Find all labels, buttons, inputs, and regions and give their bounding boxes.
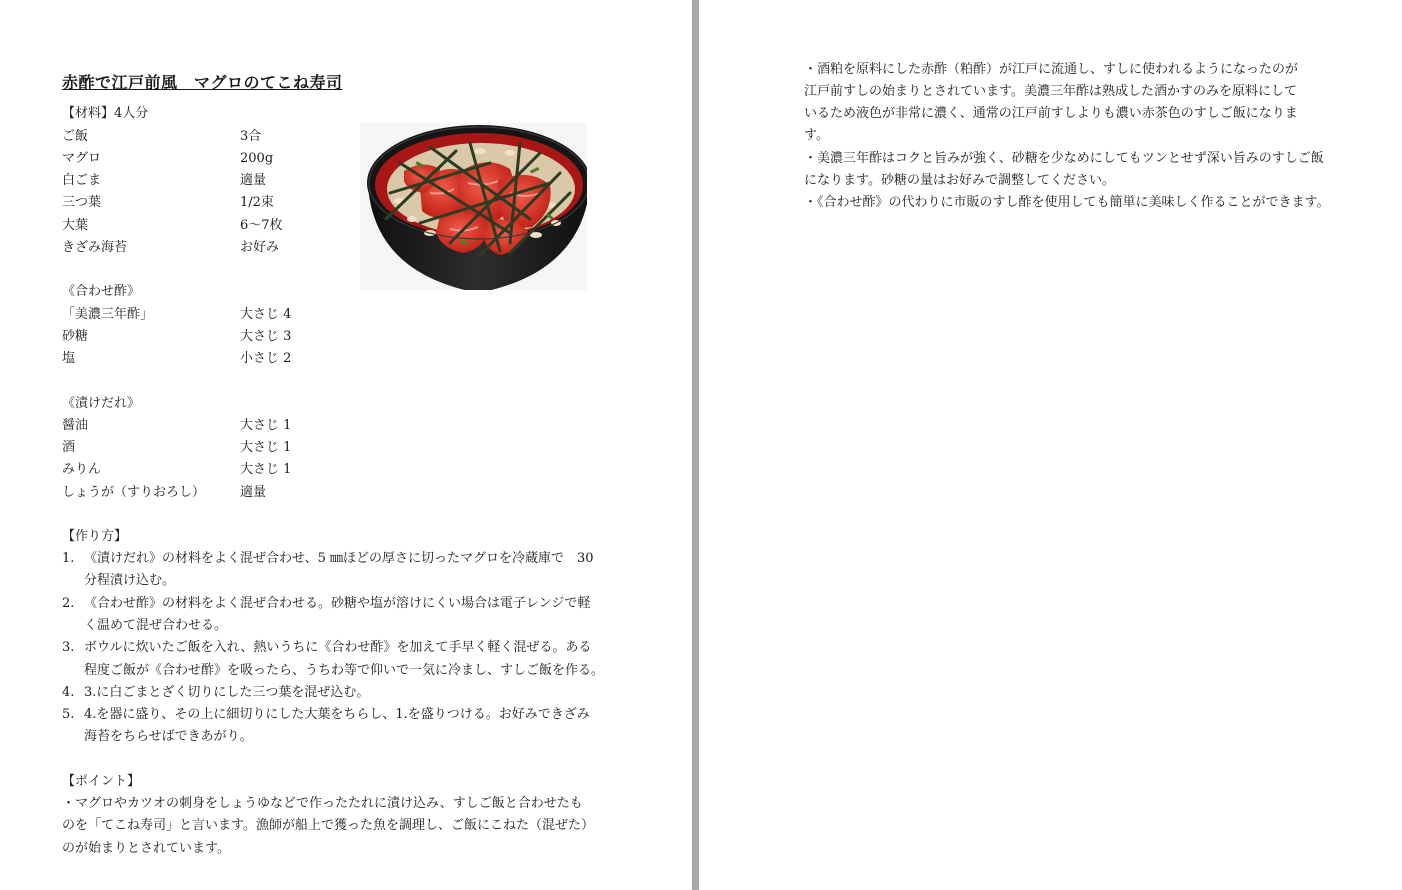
ingredient-amount: 大さじ 1 [240, 440, 292, 455]
point-line: ・マグロやカツオの刺身をしょうゆなどで作ったたれに漬け込み、すしご飯と合わせたも [62, 796, 583, 811]
ingredient-amount: 大さじ 1 [240, 462, 292, 477]
point-line: のを「てこね寿司」と言います。漁師が船上で獲った魚を調理し、ご飯にこねた（混ぜた） [62, 818, 594, 833]
ingredient-amount: お好み [240, 240, 280, 255]
step-text: 《漬けだれ》の材料をよく混ぜ合わせ、5 ㎜ほどの厚さに切ったマグロを冷蔵庫で 30 [84, 551, 594, 566]
point-line: す。 [804, 128, 829, 143]
ingredients-header: 【材料】4人分 [62, 106, 149, 121]
step-text: 4.を器に盛り、その上に細切りにした大葉をちらし、1.を盛りつける。お好みできざみ [84, 707, 590, 722]
ingredient-name: きざみ海苔 [62, 240, 128, 255]
step-number: 5. [62, 707, 75, 722]
ingredient-amount: 小さじ 2 [240, 351, 292, 366]
ingredient-amount: 6～7枚 [240, 218, 283, 233]
method-header: 【作り方】 [62, 529, 128, 544]
step-text: 3.に白ごまとざく切りにした三つ葉を混ぜ込む。 [84, 685, 370, 700]
awase-header: 《合わせ酢》 [62, 284, 141, 299]
document-page-left [0, 0, 692, 890]
ingredient-name: 大葉 [62, 218, 89, 233]
step-number: 2. [62, 596, 75, 611]
recipe-title: 赤酢で江戸前風 マグロのてこね寿司 [62, 73, 343, 92]
ingredient-name: マグロ [62, 151, 102, 166]
ingredient-name: 三つ葉 [62, 195, 102, 210]
ingredient-name: 砂糖 [62, 329, 89, 344]
ingredient-name: 醤油 [62, 418, 89, 433]
point-line: ・《合わせ酢》の代わりに市販のすし酢を使用しても簡単に美味しく作ることができます。 [804, 195, 1330, 210]
point-line: いるため液色が非常に濃く、通常の江戸前すしよりも濃い赤茶色のすしご飯になりま [804, 106, 1298, 121]
ingredient-amount: 大さじ 3 [240, 329, 292, 344]
ingredient-amount: 1/2束 [240, 195, 274, 210]
step-text: く温めて混ぜ合わせる。 [84, 618, 228, 633]
point-line: ・酒粕を原料にした赤酢（粕酢）が江戸に流通し、すしに使われるようになったのが [804, 62, 1299, 77]
point-line: ・美濃三年酢はコクと旨みが強く、砂糖を少なめにしてもツンとせず深い旨みのすしご飯 [804, 151, 1324, 166]
ingredient-name: みりん [62, 462, 102, 477]
step-number: 1. [62, 551, 75, 566]
point-line: 江戸前すしの始まりとされています。美濃三年酢は熟成した酒かすのみを原料にして [804, 84, 1297, 99]
tsuke-header: 《漬けだれ》 [62, 396, 141, 411]
ingredient-amount: 大さじ 1 [240, 418, 292, 433]
point-line: のが始まりとされています。 [62, 841, 230, 856]
ingredient-amount: 適量 [240, 173, 267, 188]
ingredient-name: 塩 [62, 351, 76, 366]
step-text: 分程漬け込む。 [84, 573, 176, 588]
ingredient-amount: 200g [240, 151, 274, 166]
ingredient-name: 「美濃三年酢」 [62, 307, 154, 322]
step-text: ボウルに炊いたご飯を入れ、熱いうちに《合わせ酢》を加えて手早く軽く混ぜる。ある [84, 640, 592, 655]
page-divider [692, 0, 699, 890]
ingredient-amount: 3合 [240, 129, 262, 144]
sushi-bowl-photo [360, 123, 587, 290]
ingredient-name: ご飯 [62, 129, 89, 144]
points-header: 【ポイント】 [62, 774, 141, 789]
ingredient-name: しょうが（すりおろし） [62, 485, 206, 500]
ingredient-amount: 大さじ 4 [240, 307, 292, 322]
ingredient-amount: 適量 [240, 485, 267, 500]
step-text: 程度ご飯が《合わせ酢》を吸ったら、うちわ等で仰いで一気に冷まし、すしご飯を作る。 [84, 663, 605, 678]
step-number: 3. [62, 640, 75, 655]
step-text: 海苔をちらせばできあがり。 [84, 729, 253, 744]
sushi-bowl-illustration [360, 123, 587, 290]
point-line: になります。砂糖の量はお好みで調整してください。 [804, 173, 1115, 188]
step-text: 《合わせ酢》の材料をよく混ぜ合わせる。砂糖や塩が溶けにくい場合は電子レンジで軽 [84, 596, 591, 611]
step-number: 4. [62, 685, 75, 700]
ingredient-name: 酒 [62, 440, 76, 455]
ingredient-name: 白ごま [62, 173, 102, 188]
